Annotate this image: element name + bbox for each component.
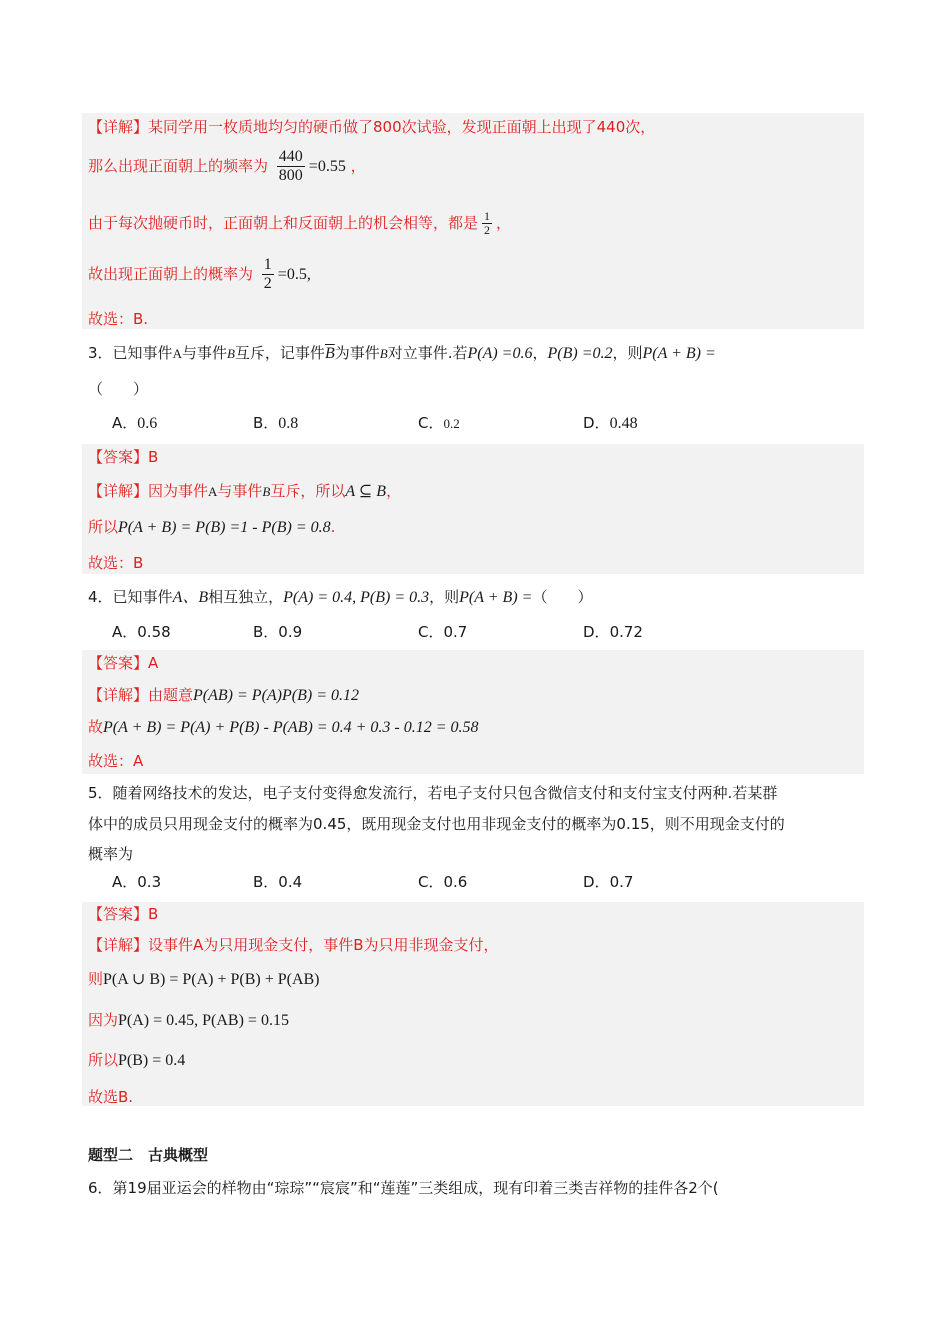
answer-line: 【答案】B — [88, 905, 159, 923]
choice-line: 故选：B. — [88, 310, 149, 328]
answer-line: 【答案】A — [88, 654, 159, 672]
option-d[interactable]: D．0.7 — [583, 873, 634, 891]
option-b[interactable]: B．0.4 — [253, 873, 303, 891]
solution-box-q3 — [82, 444, 864, 574]
question-3: 3．已知事件A与事件B互斥，记事件$\overline{B}$为事件B对立事件.若P(A) =0.6，P(B) =0.2，则P(A + B) = — [88, 344, 716, 362]
detail-line: 【详解】设事件A为只用现金支付，事件B为只用非现金支付， — [88, 936, 499, 954]
question-5-line: 概率为 — [88, 845, 134, 863]
text: 故出现正面朝上的概率为 — [88, 265, 254, 283]
detail-line: 故P(A + B) = P(A) + P(B) - P(AB) = 0.4 + 0.3 - 0.12 = 0.58 — [88, 718, 479, 736]
fraction: $\frac{1}{2}$ — [484, 209, 491, 237]
option-a[interactable]: A．0.3 — [112, 873, 162, 891]
option-d[interactable]: D．0.72 — [583, 623, 643, 641]
question-5-line: 5．随着网络技术的发达，电子支付变得愈发流行，若电子支付只包含微信支付和支付宝支付两种.若某群 — [88, 784, 778, 802]
math: =0.5, — [277, 266, 311, 283]
option-b[interactable]: B．0.8 — [253, 414, 299, 432]
fraction: $\frac{1}{2}$ — [263, 256, 272, 292]
solution-box-q5 — [82, 902, 864, 1106]
question-4: 4．已知事件A、B相互独立，P(A) = 0.4, P(B) = 0.3，则P(A + B) =（ ） — [88, 588, 593, 606]
detail-line — [88, 256, 311, 293]
detail-line: 因为P(A) = 0.45, P(AB) = 0.15 — [88, 1011, 289, 1029]
option-c[interactable]: C．0.6 — [418, 873, 468, 891]
option-d[interactable]: D．0.48 — [583, 414, 638, 432]
detail-line: 【详解】由题意P(AB) = P(A)P(B) = 0.12 — [88, 686, 359, 704]
detail-line: 所以P(A + B) = P(B) =1 - P(B) = 0.8. — [88, 518, 336, 536]
option-a[interactable]: A．0.58 — [112, 623, 171, 641]
fraction: $\frac{440}{800}$ — [278, 148, 303, 184]
answer-line: 【答案】B — [88, 448, 159, 466]
choice-line: 故选：A — [88, 752, 144, 770]
choice-line: 故选B. — [88, 1088, 134, 1106]
text: 由于每次抛硬币时，正面朝上和反面朝上的机会相等，都是 — [88, 214, 479, 232]
option-b[interactable]: B．0.9 — [253, 623, 303, 641]
question-5-line: 体中的成员只用现金支付的概率为0.45，既用现金支付也用非现金支付的概率为0.15，则不用现金支付的 — [88, 815, 785, 833]
option-c[interactable]: C．0.7 — [418, 623, 468, 641]
question-6: 6．第19届亚运会的样物由“琮琮”“宸宸”和“莲莲”三类组成，现有印着三类吉祥物的挂件各2个( — [88, 1179, 719, 1197]
detail-line — [88, 148, 366, 185]
text: ， — [350, 157, 366, 175]
detail-line: 【详解】因为事件A与事件B互斥，所以A ⊆ B， — [88, 482, 402, 500]
detail-line: 则P(A ∪ B) = P(A) + P(B) + P(AB) — [88, 970, 320, 988]
detail-line: 【详解】某同学用一枚质地均匀的硬币做了800次试验，发现正面朝上出现了440次， — [88, 118, 656, 136]
answer-paren: （ ） — [88, 380, 149, 398]
section-title: 题型二 古典概型 — [88, 1146, 209, 1164]
solution-box-q4 — [82, 650, 864, 774]
option-a[interactable]: A．0.6 — [112, 414, 158, 432]
option-c[interactable]: C．0.2 — [418, 414, 460, 432]
detail-line — [88, 210, 511, 237]
text: ， — [496, 214, 512, 232]
detail-line: 所以P(B) = 0.4 — [88, 1051, 186, 1069]
math: =0.55 — [308, 158, 346, 175]
choice-line: 故选：B — [88, 554, 144, 572]
text: 那么出现正面朝上的频率为 — [88, 157, 269, 175]
